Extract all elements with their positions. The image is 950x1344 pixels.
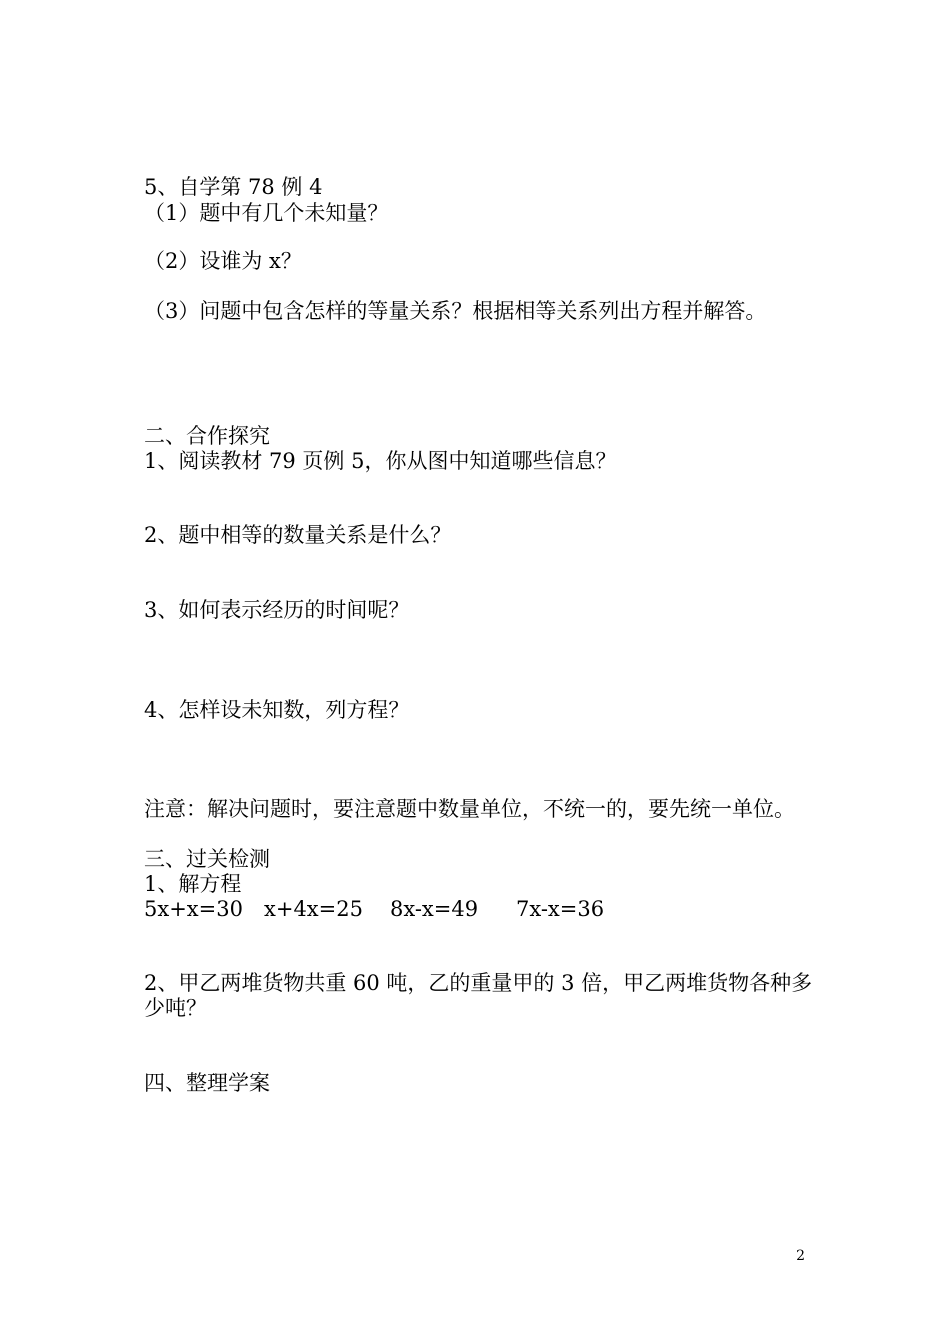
equation-2: x+4x=25 xyxy=(264,897,363,921)
section2-heading: 二、合作探究 xyxy=(144,424,270,448)
section3-question-2-line-1: 2、甲乙两堆货物共重 60 吨，乙的重量甲的 3 倍，甲乙两堆货物各种多 xyxy=(144,971,813,995)
section2-question-2: 2、题中相等的数量关系是什么？ xyxy=(144,523,452,547)
section2-question-4: 4、怎样设未知数，列方程？ xyxy=(144,698,410,722)
section3-heading: 三、过关检测 xyxy=(144,847,270,871)
section3-question-2-line-2: 少吨？ xyxy=(144,996,207,1020)
section3-question-1-title: 1、解方程 xyxy=(144,872,242,896)
section2-note: 注意：解决问题时，要注意题中数量单位，不统一的，要先统一单位。 xyxy=(144,797,795,821)
section4-heading: 四、整理学案 xyxy=(144,1071,270,1095)
item5-question-1: （1）题中有几个未知量？ xyxy=(144,201,389,225)
item5-question-3: （3）问题中包含怎样的等量关系？根据相等关系列出方程并解答。 xyxy=(144,299,767,323)
item5-title: 5、自学第 78 例 4 xyxy=(144,175,323,199)
equation-1: 5x+x=30 xyxy=(144,897,243,921)
equation-4: 7x-x=36 xyxy=(516,897,605,921)
page-number: 2 xyxy=(796,1248,805,1264)
item5-question-2: （2）设谁为 x？ xyxy=(144,249,302,273)
section2-question-3: 3、如何表示经历的时间呢？ xyxy=(144,598,410,622)
equation-3: 8x-x=49 xyxy=(390,897,479,921)
section2-question-1: 1、阅读教材 79 页例 5，你从图中知道哪些信息？ xyxy=(144,449,617,473)
